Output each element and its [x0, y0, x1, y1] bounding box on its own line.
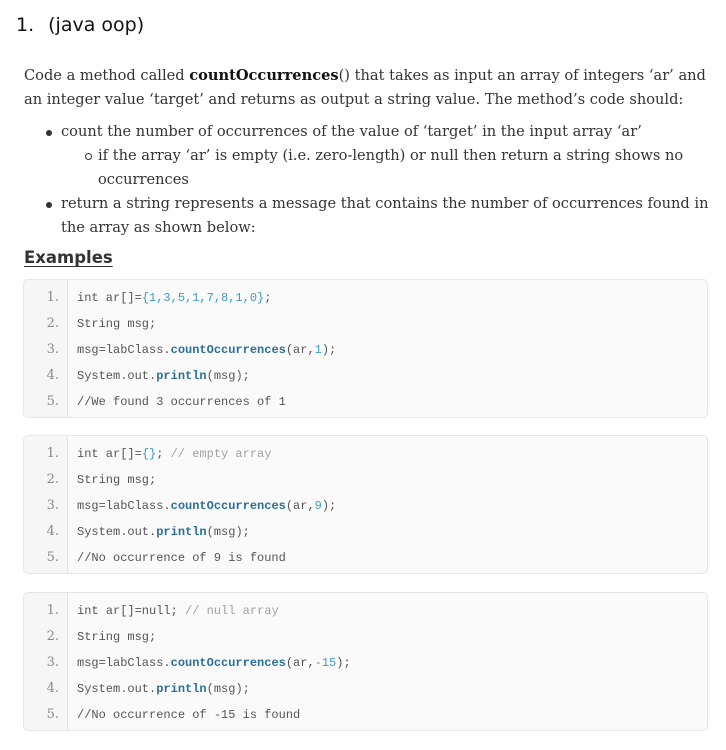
list-item	[24, 120, 714, 192]
code-line	[24, 624, 707, 650]
code-line	[24, 311, 707, 337]
code-text: System.out.println(msg);	[77, 682, 250, 696]
line-number: 5.	[46, 550, 59, 565]
code-line	[24, 285, 707, 311]
code-text: String msg;	[77, 473, 157, 487]
line-number: 3.	[46, 342, 59, 357]
bullet-circle-icon	[85, 153, 92, 160]
code-comment: //No occurrence of 9 is found	[77, 551, 286, 565]
question-title	[16, 14, 144, 36]
code-line	[24, 363, 707, 389]
code-example-3	[23, 592, 708, 731]
code-comment: //No occurrence of -15 is found	[77, 708, 301, 722]
line-number: 3.	[46, 498, 59, 513]
intro-paragraph	[24, 64, 712, 112]
code-line	[24, 493, 707, 519]
line-number: 3.	[46, 655, 59, 670]
bullet-text: count the number of occurrences of the value of ‘target’ in the input array ‘ar’	[61, 123, 642, 140]
code-text: msg=labClass.countOccurrences(ar,-15);	[77, 656, 351, 670]
line-number: 1.	[46, 446, 59, 461]
intro-text-1: Code a method called	[24, 67, 190, 84]
code-example-1	[23, 279, 708, 418]
line-number: 5.	[46, 707, 59, 722]
code-text: String msg;	[77, 630, 157, 644]
code-line	[24, 598, 707, 624]
code-line	[24, 467, 707, 493]
bullet-dot-icon	[46, 202, 52, 208]
code-text: int ar[]=null; // null array	[77, 604, 279, 618]
intro-text-2: () that takes as input an array of integers ‘ar’ and an integer value ‘target’ and returns as output a string value. The method’s code should:	[24, 67, 706, 108]
line-number: 2.	[46, 472, 59, 487]
code-text: msg=labClass.countOccurrences(ar,9);	[77, 499, 337, 513]
line-number: 2.	[46, 316, 59, 331]
method-name: countOccurrences	[189, 67, 339, 84]
code-line	[24, 702, 707, 728]
requirements-list	[24, 120, 714, 240]
code-line	[24, 676, 707, 702]
code-text: System.out.println(msg);	[77, 369, 250, 383]
bullet-text: return a string represents a message that contains the number of occurrences found in the array as shown below:	[61, 195, 709, 236]
code-text: System.out.println(msg);	[77, 525, 250, 539]
question-number: 1.	[16, 14, 35, 36]
code-text: int ar[]={1,3,5,1,7,8,1,0};	[77, 291, 272, 305]
question-label: (java oop)	[48, 14, 145, 36]
line-number: 4.	[46, 524, 59, 539]
line-number: 4.	[46, 681, 59, 696]
examples-heading: Examples	[24, 248, 113, 267]
code-text: int ar[]={}; // empty array	[77, 447, 272, 461]
line-number: 1.	[46, 290, 59, 305]
line-number: 1.	[46, 603, 59, 618]
code-line	[24, 519, 707, 545]
sub-list	[61, 144, 714, 192]
line-number: 4.	[46, 368, 59, 383]
code-example-2	[23, 435, 708, 574]
sub-list-item	[61, 144, 714, 192]
list-item	[24, 192, 714, 240]
line-number: 2.	[46, 629, 59, 644]
line-number: 5.	[46, 394, 59, 409]
code-line	[24, 545, 707, 571]
code-text: String msg;	[77, 317, 157, 331]
code-comment: //We found 3 occurrences of 1	[77, 395, 286, 409]
bullet-dot-icon	[46, 130, 52, 136]
code-line	[24, 337, 707, 363]
code-line	[24, 650, 707, 676]
sub-bullet-text: if the array ‘ar’ is empty (i.e. zero-length) or null then return a string shows no occurrences	[98, 147, 684, 188]
code-line	[24, 441, 707, 467]
code-line	[24, 389, 707, 415]
code-text: msg=labClass.countOccurrences(ar,1);	[77, 343, 337, 357]
